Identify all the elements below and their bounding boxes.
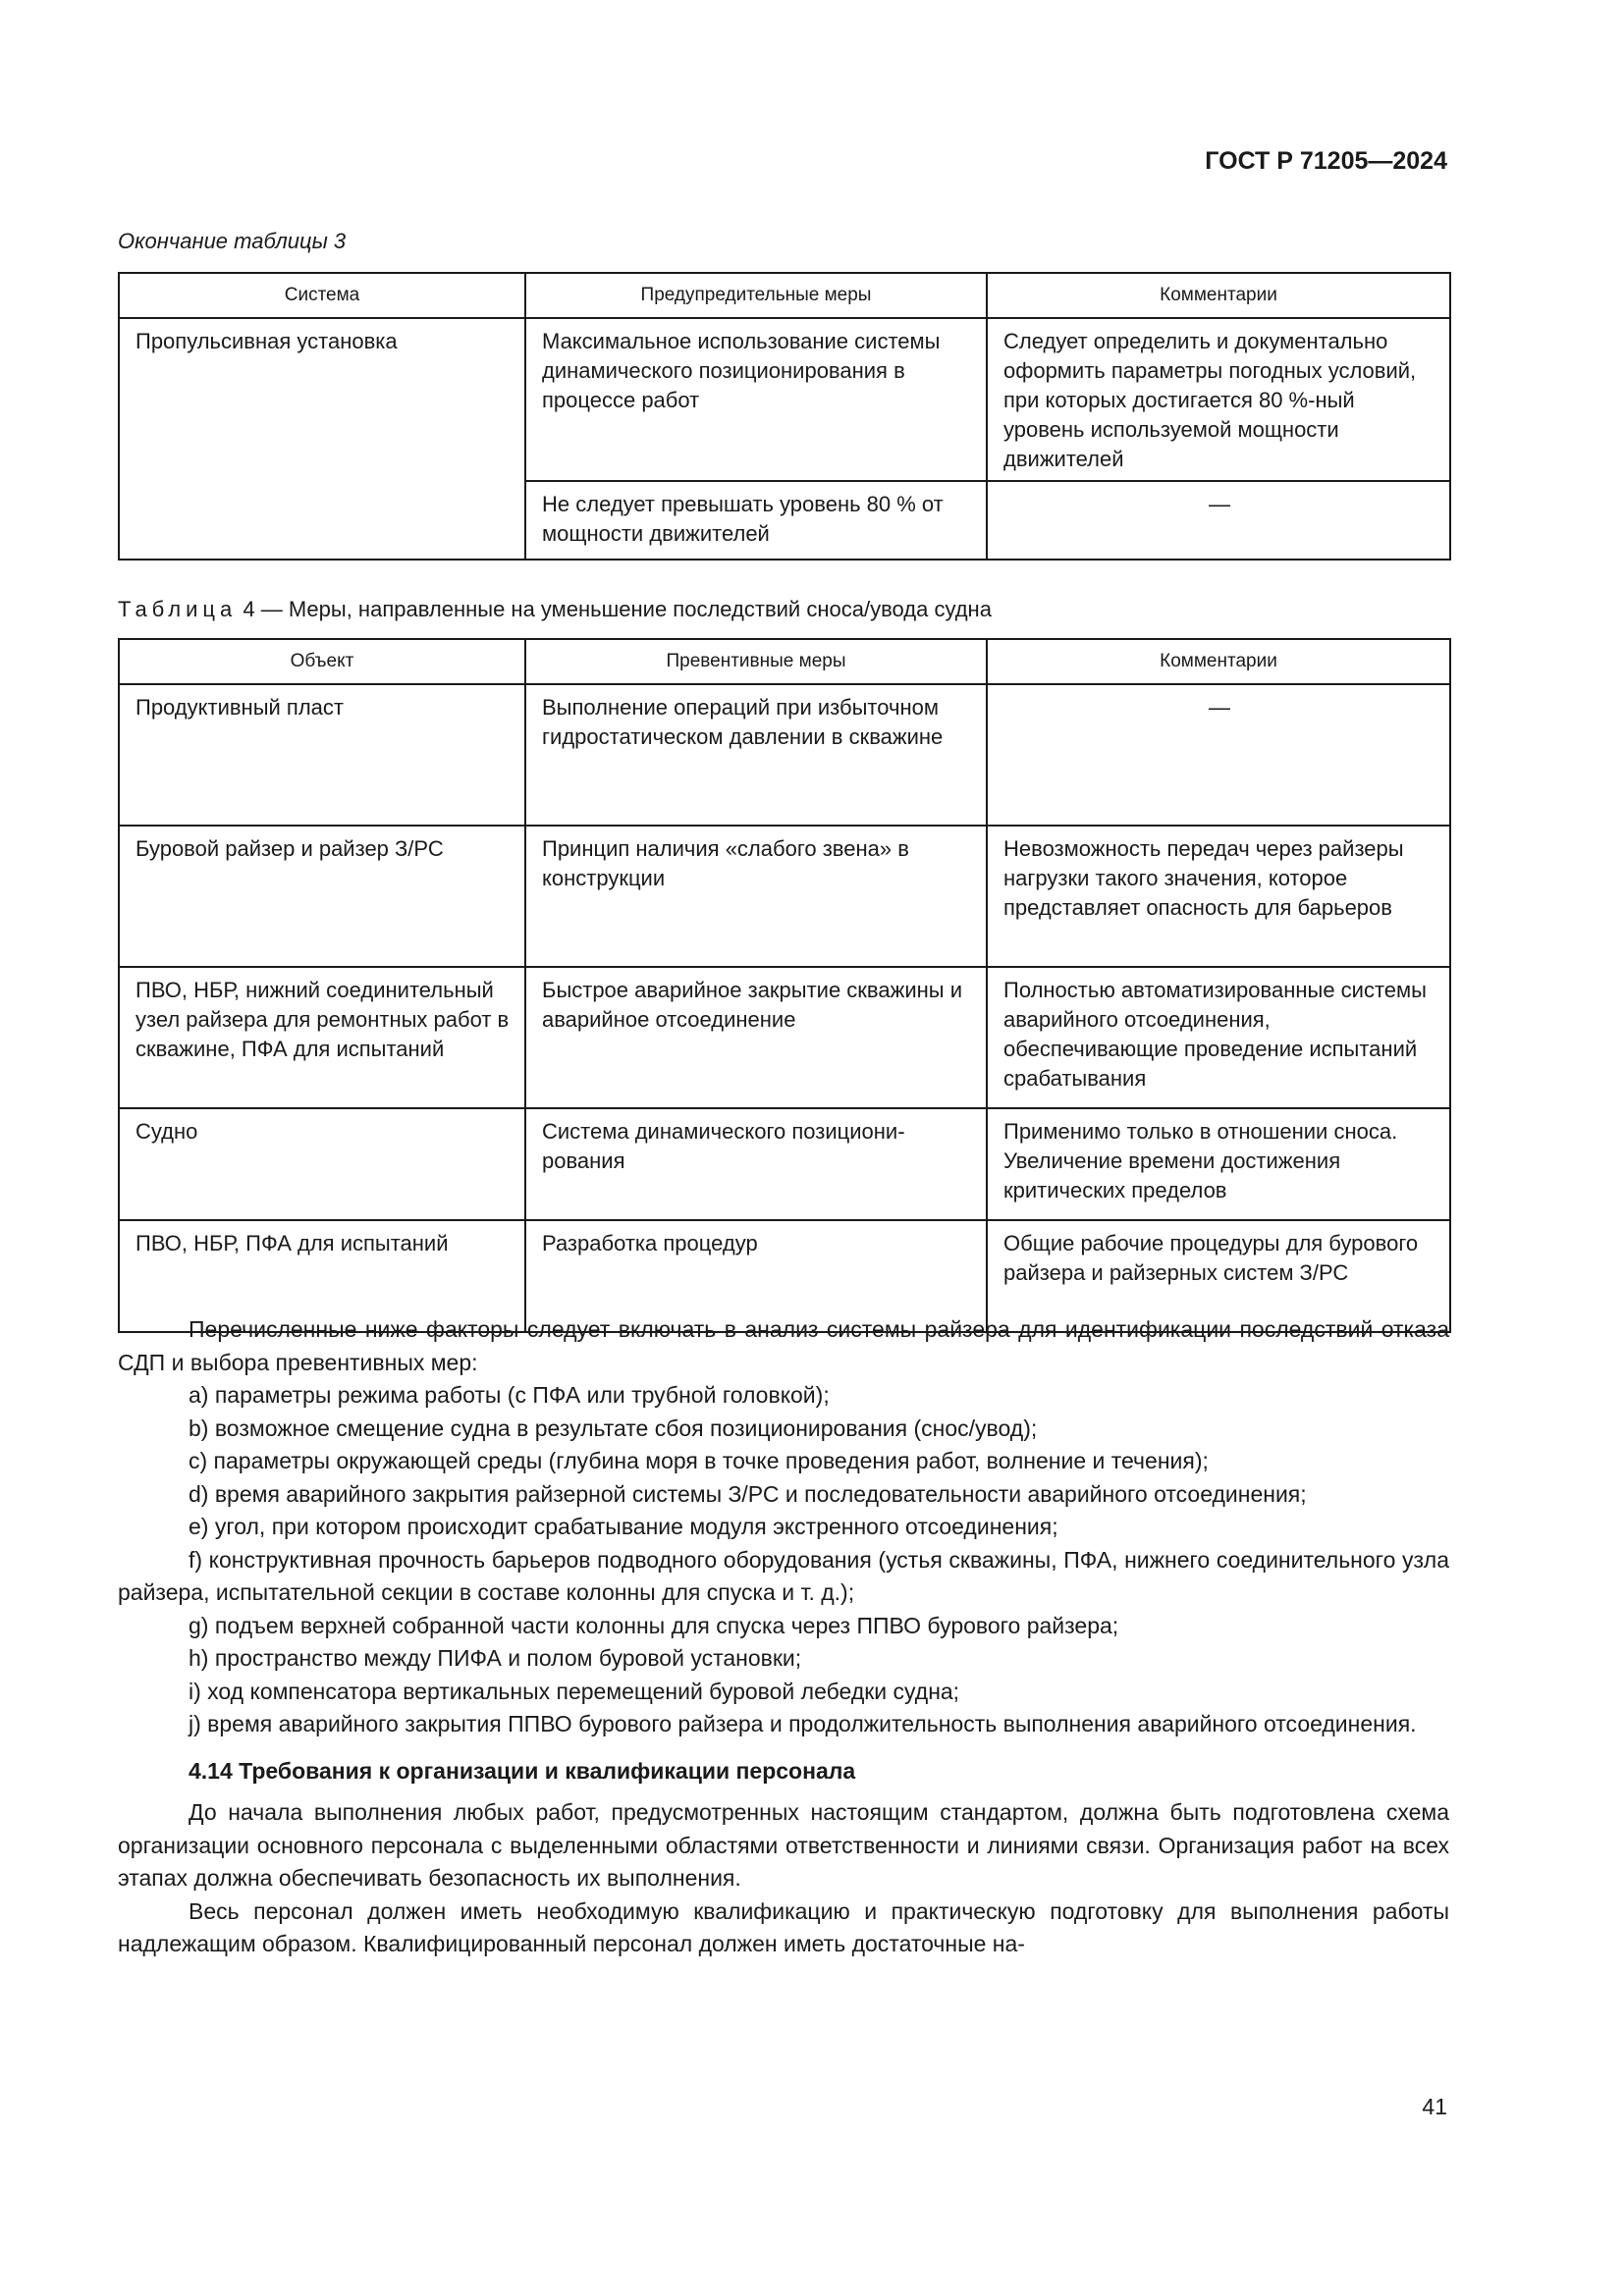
page-number: 41	[1422, 2094, 1447, 2119]
table4-comment-cell: —	[987, 684, 1450, 826]
table4-header-measures: Превентивные меры	[525, 639, 987, 684]
list-item: h) пространство между ПИФА и полом буровой установки;	[189, 1645, 802, 1671]
table4-header-object: Объект	[119, 639, 525, 684]
paragraph: До начала выполнения любых работ, предусмотренных настоящим стандартом, должна быть подготовлена схема организации основного персонала с выделенными областями ответственности и линиями связи. Организация работ на всех этапах должна обеспечивать безопасность их выполнения.	[118, 1799, 1449, 1891]
table4-header-comments: Комментарии	[987, 639, 1450, 684]
list-item: d) время аварийного закрытия райзерной системы З/РС и последовательности аварийного отсоединения;	[189, 1480, 1307, 1507]
table3-header-row	[119, 273, 1450, 318]
table3-comment-cell: —	[987, 481, 1450, 560]
table4-comment-cell: Общие рабочие процедуры для бурового райзера и райзерных систем З/РС	[987, 1220, 1450, 1332]
table3-header-comments: Комментарии	[987, 273, 1450, 318]
paragraph: Весь персонал должен иметь необходимую квалификацию и практическую подготовку для выполнения работы надлежащим образом. Квалифицированный персонал должен иметь достаточные на-	[118, 1897, 1449, 1956]
table3-header-measures: Предупредительные меры	[525, 273, 987, 318]
list-item: i) ход компенсатора вертикальных перемещений буровой лебедки судна;	[189, 1678, 960, 1704]
table3-measure-cell: Максимальное использование системы динамического позиционирования в процессе работ	[525, 318, 987, 481]
table3-measure-cell: Не следует превышать уровень 80 % от мощности движителей	[525, 481, 987, 560]
list-item: g) подъем верхней собранной части колонны для спуска через ППВО бурового райзера;	[189, 1612, 1119, 1638]
table4-comment-cell: Полностью автоматизированные системы аварийного отсоединения, обеспечивающие проведение испытаний срабатывания	[987, 967, 1450, 1108]
table-row	[119, 684, 1450, 826]
table3-system-cell: Пропульсивная установка	[119, 318, 525, 560]
list-item: b) возможное смещение судна в результате сбоя позиционирования (снос/увод);	[189, 1415, 1038, 1441]
table4-measure-cell: Разработка процедур	[525, 1220, 987, 1332]
list-item: f) конструктивная прочность барьеров подводного оборудования (устья скважины, ПФА, нижнего соединительного узла райзера, испытательной секции в составе колонны для спуска и т. д.);	[118, 1546, 1449, 1605]
table3	[118, 272, 1451, 561]
body-text	[118, 1313, 1449, 1961]
table-row	[119, 967, 1450, 1108]
table4	[118, 638, 1451, 1333]
table4-measure-cell: Быстрое аварийное закрытие скважины и аварийное отсоединение	[525, 967, 987, 1108]
table4-object-cell: Продуктивный пласт	[119, 684, 525, 826]
table4-caption-text: 4 — Меры, направленные на уменьшение последствий сноса/увода судна	[243, 597, 992, 621]
table4-measure-cell: Принцип наличия «слабого звена» в конструкции	[525, 826, 987, 967]
section-heading: 4.14 Требования к организации и квалификации персонала	[189, 1757, 856, 1784]
table4-object-cell: ПВО, НБР, нижний соединительный узел райзера для ремонтных работ в скважине, ПФА для испытаний	[119, 967, 525, 1108]
list-item: c) параметры окружающей среды (глубина моря в точке проведения работ, волнение и течения);	[189, 1448, 1209, 1473]
list-item: a) параметры режима работы (с ПФА или трубной головкой);	[189, 1382, 830, 1408]
list-item: j) время аварийного закрытия ППВО бурового райзера и продолжительность выполнения аварийного отсоединения.	[189, 1711, 1417, 1736]
table3-comment-cell: Следует определить и документально оформить параметры погодных условий, при которых достигается 80 %-ный уровень используемой мощности движителей	[987, 318, 1450, 481]
table4-header-row	[119, 639, 1450, 684]
table4-object-cell: Буровой райзер и райзер З/РС	[119, 826, 525, 967]
table4-comment-cell: Применимо только в отношении сноса. Увеличение времени достижения критических пределов	[987, 1108, 1450, 1220]
table3-caption: Окончание таблицы 3	[118, 229, 347, 253]
table4-object-cell: ПВО, НБР, ПФА для испытаний	[119, 1220, 525, 1332]
table4-caption-prefix: Таблица	[118, 597, 238, 621]
table4-measure-cell: Система динамического позиционирования	[525, 1108, 987, 1220]
document-code: ГОСТ Р 71205—2024	[1205, 147, 1447, 175]
table4-object-cell: Судно	[119, 1108, 525, 1220]
list-item: e) угол, при котором происходит срабатывание модуля экстренного отсоединения;	[189, 1514, 1058, 1539]
table-row	[119, 1108, 1450, 1220]
intro-paragraph: Перечисленные ниже факторы следует включать в анализ системы райзера для идентификации последствий отказа СДП и выбора превентивных мер:	[118, 1316, 1449, 1375]
table4-comment-cell: Невозможность передач через райзеры нагрузки такого значения, которое представляет опасность для барьеров	[987, 826, 1450, 967]
table-row	[119, 318, 1450, 481]
table4-caption	[118, 597, 992, 622]
table3-header-system: Система	[119, 273, 525, 318]
table-row	[119, 826, 1450, 967]
table4-measure-cell: Выполнение операций при избыточном гидростатическом давлении в скважине	[525, 684, 987, 826]
